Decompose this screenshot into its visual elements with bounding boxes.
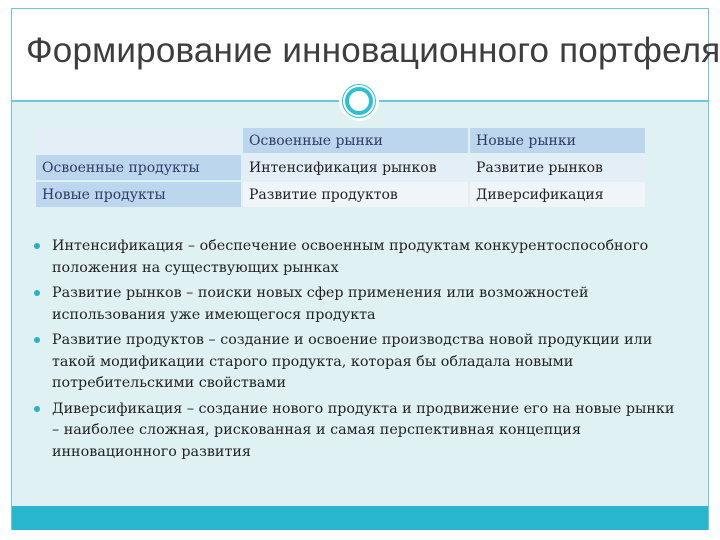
list-item-text: Развитие продуктов – создание и освоение производства новой продукции или такой модификации старого продукта, которая бы обладала новыми потребительскими свойствами <box>52 332 653 391</box>
circle-ring-icon <box>339 81 379 121</box>
portfolio-matrix-table <box>34 126 647 209</box>
bottom-bar <box>12 506 708 530</box>
definition-list <box>34 236 684 467</box>
column-header-new-markets: Новые рынки <box>470 128 645 153</box>
table-corner-cell <box>36 128 241 153</box>
list-item-text: Диверсификация – создание нового продукта и продвижение его на новые рынки – наиболее сложная, рискованная и самая перспективная концепция инновационного развития <box>52 400 675 460</box>
row-header-new-products: Новые продукты <box>36 182 241 207</box>
list-item-text: Интенсификация – обеспечение освоенным продуктам конкурентоспособного положения на существующих рынках <box>52 238 649 276</box>
list-item <box>34 399 684 464</box>
bullet-icon <box>34 406 40 412</box>
table-cell: Развитие продуктов <box>243 182 468 207</box>
list-item <box>34 330 684 395</box>
bullet-icon <box>34 243 40 249</box>
table-cell: Диверсификация <box>470 182 645 207</box>
list-item <box>34 236 684 279</box>
bullet-icon <box>34 337 40 343</box>
row-header-existing-products: Освоенные продукты <box>36 155 241 180</box>
table-row <box>36 182 645 207</box>
column-header-existing-markets: Освоенные рынки <box>243 128 468 153</box>
table-row <box>36 155 645 180</box>
table-cell: Развитие рынков <box>470 155 645 180</box>
list-item-text: Развитие рынков – поиски новых сфер применения или возможностей использования уже имеющегося продукта <box>52 285 589 323</box>
list-item <box>34 283 684 326</box>
table-cell: Интенсификация рынков <box>243 155 468 180</box>
table-header-row <box>36 128 645 153</box>
slide-title: Формирование инновационного портфеля <box>26 31 720 70</box>
bullet-icon <box>34 290 40 296</box>
